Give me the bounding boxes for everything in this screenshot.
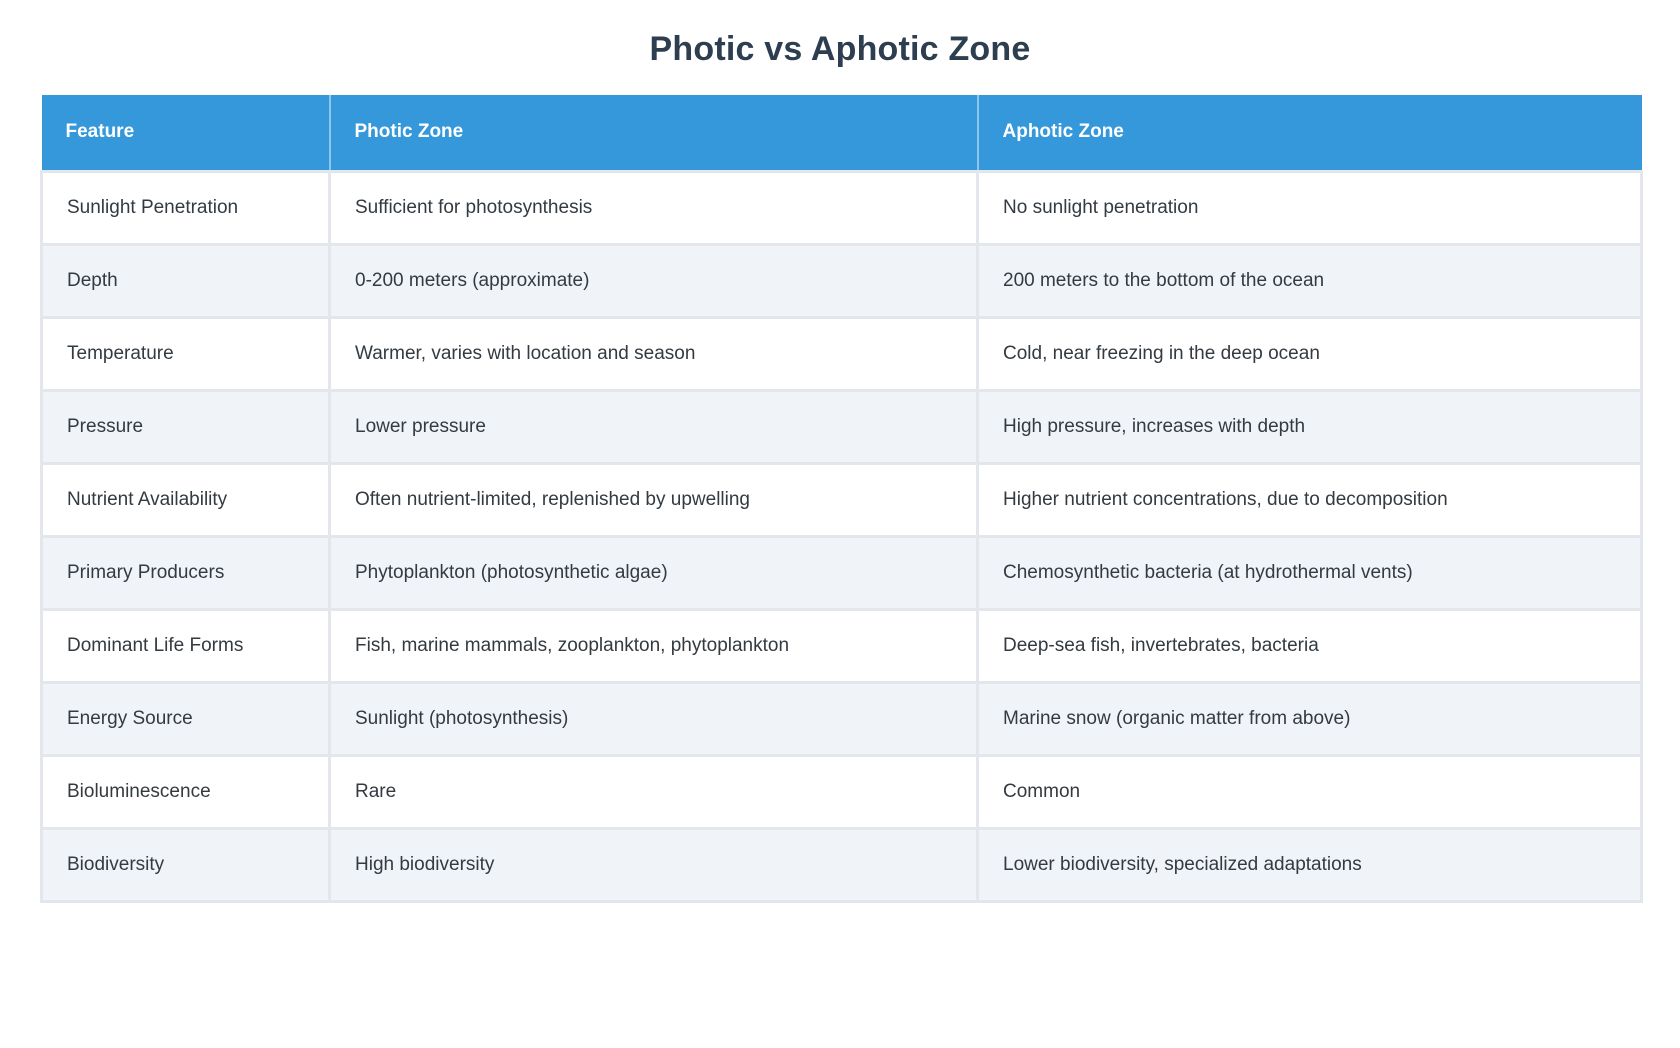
column-header-photic-zone: Photic Zone [330, 95, 978, 171]
table-row [42, 828, 1642, 901]
photic-zone-cell: High biodiversity [330, 828, 978, 901]
aphotic-zone-cell: Common [978, 755, 1642, 828]
feature-cell: Bioluminescence [42, 755, 330, 828]
table-row [42, 536, 1642, 609]
aphotic-zone-cell: Deep-sea fish, invertebrates, bacteria [978, 609, 1642, 682]
table-row [42, 755, 1642, 828]
table-row [42, 390, 1642, 463]
photic-zone-cell: 0-200 meters (approximate) [330, 244, 978, 317]
feature-cell: Pressure [42, 390, 330, 463]
table-row [42, 609, 1642, 682]
feature-cell: Energy Source [42, 682, 330, 755]
photic-zone-cell: Sufficient for photosynthesis [330, 171, 978, 244]
page [0, 30, 1680, 903]
aphotic-zone-cell: No sunlight penetration [978, 171, 1642, 244]
photic-zone-cell: Warmer, varies with location and season [330, 317, 978, 390]
table-row [42, 682, 1642, 755]
table-row [42, 317, 1642, 390]
photic-zone-cell: Phytoplankton (photosynthetic algae) [330, 536, 978, 609]
photic-zone-cell: Often nutrient-limited, replenished by upwelling [330, 463, 978, 536]
aphotic-zone-cell: Chemosynthetic bacteria (at hydrothermal vents) [978, 536, 1642, 609]
header-row [42, 95, 1642, 171]
column-header-aphotic-zone: Aphotic Zone [978, 95, 1642, 171]
photic-zone-cell: Sunlight (photosynthesis) [330, 682, 978, 755]
aphotic-zone-cell: Lower biodiversity, specialized adaptations [978, 828, 1642, 901]
comparison-table [40, 95, 1643, 903]
feature-cell: Primary Producers [42, 536, 330, 609]
feature-cell: Nutrient Availability [42, 463, 330, 536]
table-row [42, 463, 1642, 536]
photic-zone-cell: Fish, marine mammals, zooplankton, phytoplankton [330, 609, 978, 682]
feature-cell: Dominant Life Forms [42, 609, 330, 682]
aphotic-zone-cell: Higher nutrient concentrations, due to decomposition [978, 463, 1642, 536]
aphotic-zone-cell: High pressure, increases with depth [978, 390, 1642, 463]
photic-zone-cell: Lower pressure [330, 390, 978, 463]
column-header-feature: Feature [42, 95, 330, 171]
table-header [42, 95, 1642, 171]
feature-cell: Temperature [42, 317, 330, 390]
table-row [42, 171, 1642, 244]
table-body [42, 171, 1642, 901]
aphotic-zone-cell: 200 meters to the bottom of the ocean [978, 244, 1642, 317]
feature-cell: Sunlight Penetration [42, 171, 330, 244]
table-row [42, 244, 1642, 317]
feature-cell: Biodiversity [42, 828, 330, 901]
aphotic-zone-cell: Marine snow (organic matter from above) [978, 682, 1642, 755]
feature-cell: Depth [42, 244, 330, 317]
page-title: Photic vs Aphotic Zone [649, 30, 1031, 68]
comparison-table-container [40, 95, 1640, 903]
photic-zone-cell: Rare [330, 755, 978, 828]
aphotic-zone-cell: Cold, near freezing in the deep ocean [978, 317, 1642, 390]
